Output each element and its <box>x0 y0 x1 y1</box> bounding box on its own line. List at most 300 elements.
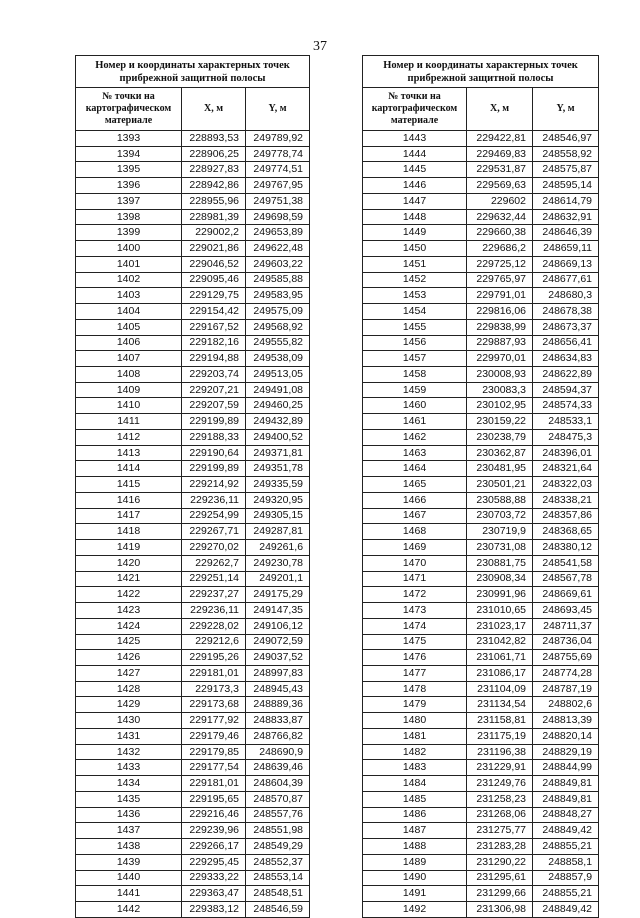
point-number-cell: 1412 <box>76 429 182 445</box>
y-coordinate-cell: 248755,69 <box>533 650 599 666</box>
point-number-cell: 1428 <box>76 681 182 697</box>
x-coordinate-cell: 229181,01 <box>182 665 246 681</box>
x-coordinate-cell: 230362,87 <box>467 445 533 461</box>
table-row <box>76 146 310 162</box>
table-row <box>76 304 310 320</box>
y-coordinate-cell: 249371,81 <box>246 445 310 461</box>
y-coordinate-cell: 248639,46 <box>246 760 310 776</box>
y-coordinate-cell: 248678,38 <box>533 304 599 320</box>
point-number-cell: 1453 <box>363 288 467 304</box>
point-number-cell: 1479 <box>363 697 467 713</box>
y-coordinate-cell: 248541,58 <box>533 555 599 571</box>
table-row <box>363 429 599 445</box>
table-row <box>363 524 599 540</box>
x-coordinate-cell: 229333,22 <box>182 870 246 886</box>
x-coordinate-cell: 231196,38 <box>467 744 533 760</box>
table-row <box>76 839 310 855</box>
table-row <box>363 839 599 855</box>
table-row <box>363 665 599 681</box>
y-coordinate-cell: 248829,19 <box>533 744 599 760</box>
table-row <box>363 728 599 744</box>
point-number-cell: 1397 <box>76 193 182 209</box>
x-coordinate-cell: 231134,54 <box>467 697 533 713</box>
x-coordinate-cell: 231158,81 <box>467 713 533 729</box>
point-number-cell: 1444 <box>363 146 467 162</box>
y-coordinate-cell: 248567,78 <box>533 571 599 587</box>
x-coordinate-cell: 229173,68 <box>182 697 246 713</box>
point-number-cell: 1395 <box>76 162 182 178</box>
point-number-cell: 1457 <box>363 351 467 367</box>
table-row <box>363 178 599 194</box>
x-coordinate-cell: 231295,61 <box>467 870 533 886</box>
point-number-cell: 1434 <box>76 776 182 792</box>
y-coordinate-cell: 249585,88 <box>246 272 310 288</box>
x-coordinate-cell: 229203,74 <box>182 367 246 383</box>
y-coordinate-cell: 248552,37 <box>246 854 310 870</box>
x-coordinate-cell: 230908,34 <box>467 571 533 587</box>
point-number-cell: 1480 <box>363 713 467 729</box>
x-coordinate-cell: 229095,46 <box>182 272 246 288</box>
point-number-cell: 1411 <box>76 414 182 430</box>
x-coordinate-cell: 231268,06 <box>467 807 533 823</box>
point-number-cell: 1446 <box>363 178 467 194</box>
y-coordinate-cell: 249201,1 <box>246 571 310 587</box>
x-coordinate-cell: 229239,96 <box>182 823 246 839</box>
table-row <box>76 618 310 634</box>
y-coordinate-cell: 248669,13 <box>533 256 599 272</box>
table-title: Номер и координаты характерных точек прибрежной защитной полосы <box>363 56 599 88</box>
point-number-cell: 1450 <box>363 241 467 257</box>
y-coordinate-cell: 248669,61 <box>533 587 599 603</box>
point-number-cell: 1447 <box>363 193 467 209</box>
table-row <box>363 571 599 587</box>
y-coordinate-cell: 248677,61 <box>533 272 599 288</box>
x-coordinate-cell: 229188,33 <box>182 429 246 445</box>
y-coordinate-cell: 248322,03 <box>533 477 599 493</box>
point-number-cell: 1483 <box>363 760 467 776</box>
point-number-cell: 1473 <box>363 603 467 619</box>
table-row <box>363 445 599 461</box>
point-number-cell: 1486 <box>363 807 467 823</box>
point-number-cell: 1448 <box>363 209 467 225</box>
table-row <box>76 131 310 147</box>
y-coordinate-cell: 248690,9 <box>246 744 310 760</box>
y-coordinate-cell: 248849,81 <box>533 791 599 807</box>
x-coordinate-cell: 229262,7 <box>182 555 246 571</box>
y-coordinate-cell: 249767,95 <box>246 178 310 194</box>
table-body-left <box>76 131 310 918</box>
point-number-cell: 1466 <box>363 492 467 508</box>
x-coordinate-cell: 230008,93 <box>467 367 533 383</box>
x-coordinate-cell: 230102,95 <box>467 398 533 414</box>
point-number-cell: 1456 <box>363 335 467 351</box>
point-number-cell: 1472 <box>363 587 467 603</box>
table-row <box>363 901 599 917</box>
y-coordinate-cell: 248855,21 <box>533 839 599 855</box>
table-row <box>363 650 599 666</box>
y-coordinate-cell: 248833,87 <box>246 713 310 729</box>
point-number-cell: 1458 <box>363 367 467 383</box>
x-coordinate-cell: 229237,27 <box>182 587 246 603</box>
table-row <box>363 241 599 257</box>
point-number-cell: 1406 <box>76 335 182 351</box>
y-coordinate-cell: 249400,52 <box>246 429 310 445</box>
x-coordinate-cell: 228981,39 <box>182 209 246 225</box>
x-coordinate-cell: 228942,86 <box>182 178 246 194</box>
y-coordinate-cell: 248595,14 <box>533 178 599 194</box>
point-number-cell: 1401 <box>76 256 182 272</box>
point-number-cell: 1418 <box>76 524 182 540</box>
x-coordinate-cell: 229194,88 <box>182 351 246 367</box>
point-number-cell: 1474 <box>363 618 467 634</box>
x-coordinate-cell: 229686,2 <box>467 241 533 257</box>
x-coordinate-cell: 229383,12 <box>182 901 246 917</box>
y-coordinate-cell: 248546,59 <box>246 901 310 917</box>
point-number-cell: 1425 <box>76 634 182 650</box>
coordinates-table-right <box>362 55 599 918</box>
x-coordinate-cell: 230588,88 <box>467 492 533 508</box>
table-row <box>363 225 599 241</box>
x-coordinate-cell: 229177,54 <box>182 760 246 776</box>
table-row <box>363 823 599 839</box>
y-coordinate-cell: 248774,28 <box>533 665 599 681</box>
point-number-cell: 1432 <box>76 744 182 760</box>
table-row <box>76 713 310 729</box>
x-coordinate-cell: 230501,21 <box>467 477 533 493</box>
y-coordinate-cell: 248557,76 <box>246 807 310 823</box>
x-coordinate-cell: 231104,09 <box>467 681 533 697</box>
point-number-cell: 1488 <box>363 839 467 855</box>
table-row <box>363 587 599 603</box>
x-coordinate-cell: 229632,44 <box>467 209 533 225</box>
table-row <box>76 241 310 257</box>
table-row <box>363 760 599 776</box>
y-coordinate-cell: 248848,27 <box>533 807 599 823</box>
table-row <box>363 414 599 430</box>
table-row <box>76 319 310 335</box>
point-number-cell: 1423 <box>76 603 182 619</box>
point-number-cell: 1484 <box>363 776 467 792</box>
table-body-right <box>363 131 599 918</box>
y-coordinate-cell: 248680,3 <box>533 288 599 304</box>
point-number-cell: 1439 <box>76 854 182 870</box>
point-number-cell: 1414 <box>76 461 182 477</box>
y-coordinate-cell: 248656,41 <box>533 335 599 351</box>
y-coordinate-cell: 248549,29 <box>246 839 310 855</box>
point-number-cell: 1441 <box>76 886 182 902</box>
point-number-cell: 1476 <box>363 650 467 666</box>
x-coordinate-cell: 229602 <box>467 193 533 209</box>
table-row <box>76 335 310 351</box>
table-row <box>76 225 310 241</box>
y-coordinate-cell: 249072,59 <box>246 634 310 650</box>
table-row <box>363 146 599 162</box>
column-header-x: X, м <box>182 88 246 131</box>
table-row <box>76 587 310 603</box>
table-row <box>76 414 310 430</box>
table-title: Номер и координаты характерных точек прибрежной защитной полосы <box>76 56 310 88</box>
x-coordinate-cell: 229195,65 <box>182 791 246 807</box>
x-coordinate-cell: 229266,17 <box>182 839 246 855</box>
x-coordinate-cell: 229212,6 <box>182 634 246 650</box>
y-coordinate-cell: 248551,98 <box>246 823 310 839</box>
y-coordinate-cell: 249751,38 <box>246 193 310 209</box>
x-coordinate-cell: 230703,72 <box>467 508 533 524</box>
x-coordinate-cell: 229021,86 <box>182 241 246 257</box>
x-coordinate-cell: 229207,59 <box>182 398 246 414</box>
y-coordinate-cell: 249175,29 <box>246 587 310 603</box>
point-number-cell: 1465 <box>363 477 467 493</box>
table-row <box>76 429 310 445</box>
point-number-cell: 1459 <box>363 382 467 398</box>
x-coordinate-cell: 230083,3 <box>467 382 533 398</box>
point-number-cell: 1407 <box>76 351 182 367</box>
y-coordinate-cell: 249460,25 <box>246 398 310 414</box>
point-number-cell: 1485 <box>363 791 467 807</box>
point-number-cell: 1421 <box>76 571 182 587</box>
x-coordinate-cell: 230731,08 <box>467 540 533 556</box>
y-coordinate-cell: 248604,39 <box>246 776 310 792</box>
table-row <box>363 744 599 760</box>
point-number-cell: 1419 <box>76 540 182 556</box>
y-coordinate-cell: 248802,6 <box>533 697 599 713</box>
y-coordinate-cell: 248575,87 <box>533 162 599 178</box>
point-number-cell: 1430 <box>76 713 182 729</box>
y-coordinate-cell: 248574,33 <box>533 398 599 414</box>
table-row <box>76 681 310 697</box>
y-coordinate-cell: 249603,22 <box>246 256 310 272</box>
x-coordinate-cell: 231229,91 <box>467 760 533 776</box>
point-number-cell: 1464 <box>363 461 467 477</box>
point-number-cell: 1426 <box>76 650 182 666</box>
coordinates-table-left <box>75 55 310 918</box>
table-row <box>76 540 310 556</box>
x-coordinate-cell: 231283,28 <box>467 839 533 855</box>
table-row <box>76 650 310 666</box>
x-coordinate-cell: 229660,38 <box>467 225 533 241</box>
table-row <box>76 351 310 367</box>
x-coordinate-cell: 228893,53 <box>182 131 246 147</box>
point-number-cell: 1475 <box>363 634 467 650</box>
x-coordinate-cell: 230238,79 <box>467 429 533 445</box>
x-coordinate-cell: 229887,93 <box>467 335 533 351</box>
table-row <box>76 728 310 744</box>
y-coordinate-cell: 248813,39 <box>533 713 599 729</box>
y-coordinate-cell: 248849,42 <box>533 901 599 917</box>
y-coordinate-cell: 248855,21 <box>533 886 599 902</box>
y-coordinate-cell: 248338,21 <box>533 492 599 508</box>
y-coordinate-cell: 248787,19 <box>533 681 599 697</box>
y-coordinate-cell: 248659,11 <box>533 241 599 257</box>
column-header-point: № точки на картографическом материале <box>363 88 467 131</box>
y-coordinate-cell: 248849,42 <box>533 823 599 839</box>
point-number-cell: 1482 <box>363 744 467 760</box>
point-number-cell: 1415 <box>76 477 182 493</box>
point-number-cell: 1438 <box>76 839 182 855</box>
x-coordinate-cell: 231306,98 <box>467 901 533 917</box>
x-coordinate-cell: 230719,9 <box>467 524 533 540</box>
table-row <box>363 555 599 571</box>
point-number-cell: 1467 <box>363 508 467 524</box>
point-number-cell: 1437 <box>76 823 182 839</box>
point-number-cell: 1470 <box>363 555 467 571</box>
x-coordinate-cell: 229254,99 <box>182 508 246 524</box>
y-coordinate-cell: 248820,14 <box>533 728 599 744</box>
point-number-cell: 1398 <box>76 209 182 225</box>
table-row <box>76 854 310 870</box>
x-coordinate-cell: 229236,11 <box>182 603 246 619</box>
table-row <box>76 178 310 194</box>
y-coordinate-cell: 248357,86 <box>533 508 599 524</box>
y-coordinate-cell: 249698,59 <box>246 209 310 225</box>
table-row <box>363 791 599 807</box>
y-coordinate-cell: 249538,09 <box>246 351 310 367</box>
x-coordinate-cell: 231258,23 <box>467 791 533 807</box>
x-coordinate-cell: 229167,52 <box>182 319 246 335</box>
page-number: 37 <box>313 39 327 54</box>
y-coordinate-cell: 249575,09 <box>246 304 310 320</box>
y-coordinate-cell: 249230,78 <box>246 555 310 571</box>
table-row <box>363 603 599 619</box>
point-number-cell: 1489 <box>363 854 467 870</box>
table-row <box>363 634 599 650</box>
table-row <box>76 776 310 792</box>
x-coordinate-cell: 229181,01 <box>182 776 246 792</box>
table-row <box>76 398 310 414</box>
point-number-cell: 1478 <box>363 681 467 697</box>
point-number-cell: 1462 <box>363 429 467 445</box>
x-coordinate-cell: 231275,77 <box>467 823 533 839</box>
x-coordinate-cell: 231042,82 <box>467 634 533 650</box>
y-coordinate-cell: 249789,92 <box>246 131 310 147</box>
x-coordinate-cell: 228927,83 <box>182 162 246 178</box>
point-number-cell: 1452 <box>363 272 467 288</box>
point-number-cell: 1445 <box>363 162 467 178</box>
table-row <box>76 382 310 398</box>
y-coordinate-cell: 248380,12 <box>533 540 599 556</box>
table-row <box>76 256 310 272</box>
x-coordinate-cell: 229725,12 <box>467 256 533 272</box>
y-coordinate-cell: 248533,1 <box>533 414 599 430</box>
y-coordinate-cell: 249778,74 <box>246 146 310 162</box>
table-row <box>363 304 599 320</box>
x-coordinate-cell: 231175,19 <box>467 728 533 744</box>
y-coordinate-cell: 248553,14 <box>246 870 310 886</box>
point-number-cell: 1402 <box>76 272 182 288</box>
point-number-cell: 1460 <box>363 398 467 414</box>
x-coordinate-cell: 229173,3 <box>182 681 246 697</box>
x-coordinate-cell: 229469,83 <box>467 146 533 162</box>
x-coordinate-cell: 229216,46 <box>182 807 246 823</box>
point-number-cell: 1455 <box>363 319 467 335</box>
x-coordinate-cell: 230881,75 <box>467 555 533 571</box>
y-coordinate-cell: 249774,51 <box>246 162 310 178</box>
point-number-cell: 1469 <box>363 540 467 556</box>
table-row <box>76 555 310 571</box>
point-number-cell: 1400 <box>76 241 182 257</box>
x-coordinate-cell: 229791,01 <box>467 288 533 304</box>
table-row <box>76 162 310 178</box>
table-row <box>76 807 310 823</box>
y-coordinate-cell: 248548,51 <box>246 886 310 902</box>
y-coordinate-cell: 249335,59 <box>246 477 310 493</box>
table-row <box>76 524 310 540</box>
x-coordinate-cell: 229182,16 <box>182 335 246 351</box>
table-row <box>76 193 310 209</box>
column-header-x: X, м <box>467 88 533 131</box>
point-number-cell: 1490 <box>363 870 467 886</box>
x-coordinate-cell: 231061,71 <box>467 650 533 666</box>
point-number-cell: 1424 <box>76 618 182 634</box>
point-number-cell: 1431 <box>76 728 182 744</box>
x-coordinate-cell: 229816,06 <box>467 304 533 320</box>
table-row <box>363 492 599 508</box>
table-row <box>76 634 310 650</box>
x-coordinate-cell: 231249,76 <box>467 776 533 792</box>
y-coordinate-cell: 248945,43 <box>246 681 310 697</box>
x-coordinate-cell: 229569,63 <box>467 178 533 194</box>
table-row <box>76 744 310 760</box>
table-row <box>363 697 599 713</box>
y-coordinate-cell: 248711,37 <box>533 618 599 634</box>
point-number-cell: 1491 <box>363 886 467 902</box>
table-row <box>363 272 599 288</box>
table-row <box>363 713 599 729</box>
y-coordinate-cell: 248889,36 <box>246 697 310 713</box>
table-row <box>363 618 599 634</box>
table-row <box>363 367 599 383</box>
column-header-y: Y, м <box>533 88 599 131</box>
y-coordinate-cell: 249491,08 <box>246 382 310 398</box>
x-coordinate-cell: 230159,22 <box>467 414 533 430</box>
y-coordinate-cell: 249287,81 <box>246 524 310 540</box>
point-number-cell: 1461 <box>363 414 467 430</box>
x-coordinate-cell: 229363,47 <box>182 886 246 902</box>
x-coordinate-cell: 229199,89 <box>182 414 246 430</box>
point-number-cell: 1449 <box>363 225 467 241</box>
x-coordinate-cell: 229295,45 <box>182 854 246 870</box>
point-number-cell: 1413 <box>76 445 182 461</box>
point-number-cell: 1454 <box>363 304 467 320</box>
point-number-cell: 1487 <box>363 823 467 839</box>
x-coordinate-cell: 229190,64 <box>182 445 246 461</box>
x-coordinate-cell: 229236,11 <box>182 492 246 508</box>
point-number-cell: 1394 <box>76 146 182 162</box>
y-coordinate-cell: 249106,12 <box>246 618 310 634</box>
x-coordinate-cell: 229199,89 <box>182 461 246 477</box>
point-number-cell: 1405 <box>76 319 182 335</box>
y-coordinate-cell: 249305,15 <box>246 508 310 524</box>
table-row <box>363 193 599 209</box>
point-number-cell: 1409 <box>76 382 182 398</box>
x-coordinate-cell: 228955,96 <box>182 193 246 209</box>
y-coordinate-cell: 249147,35 <box>246 603 310 619</box>
point-number-cell: 1417 <box>76 508 182 524</box>
table-row <box>76 272 310 288</box>
x-coordinate-cell: 229214,92 <box>182 477 246 493</box>
table-row <box>76 461 310 477</box>
table-row <box>76 571 310 587</box>
y-coordinate-cell: 249261,6 <box>246 540 310 556</box>
point-number-cell: 1422 <box>76 587 182 603</box>
table-row <box>76 791 310 807</box>
table-row <box>363 209 599 225</box>
y-coordinate-cell: 248321,64 <box>533 461 599 477</box>
y-coordinate-cell: 249351,78 <box>246 461 310 477</box>
table-row <box>363 854 599 870</box>
table-row <box>363 398 599 414</box>
point-number-cell: 1403 <box>76 288 182 304</box>
